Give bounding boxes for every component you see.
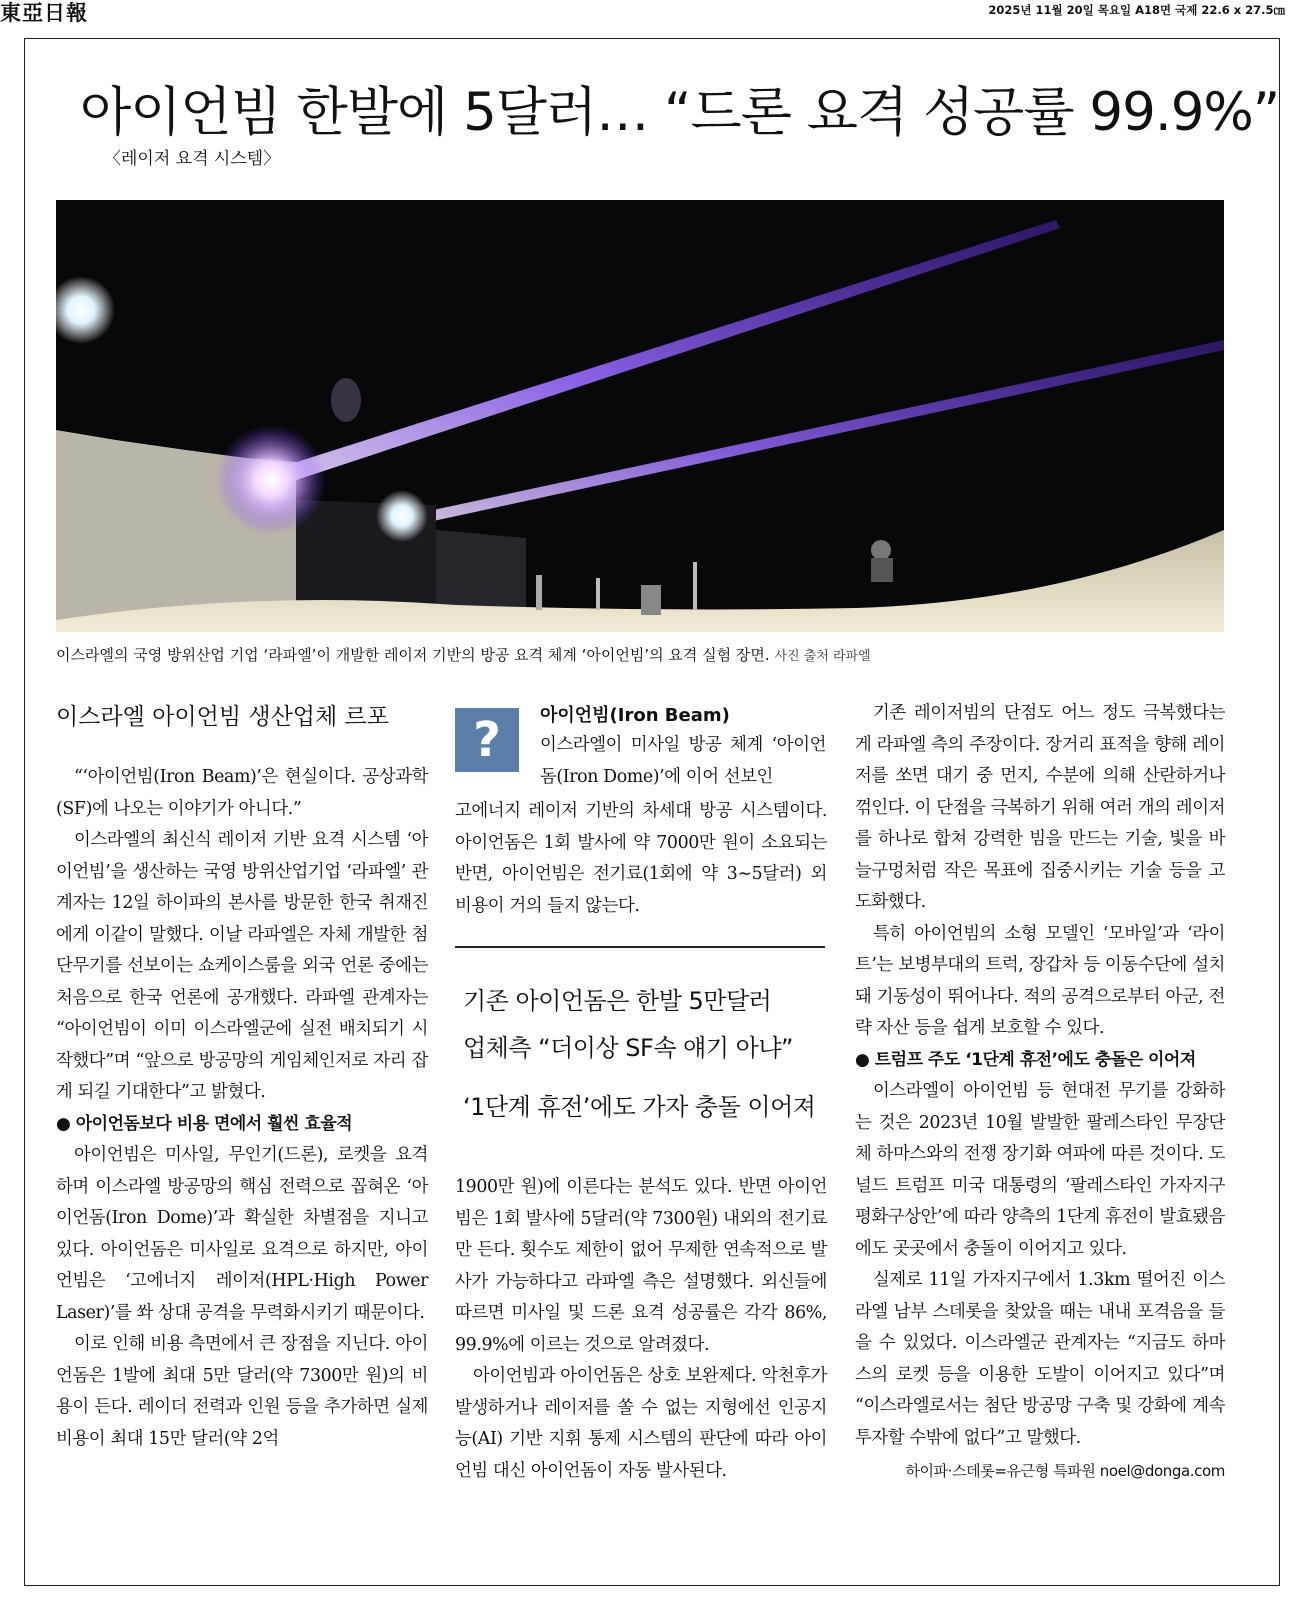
photo-credit: 사진 출처 라파엘 <box>774 649 871 664</box>
pull-quote-2: 업체측 “더이상 SF속 얘기 아냐” <box>463 1034 793 1062</box>
glossary-text <box>540 730 826 793</box>
glossary-title: 아이언빔(Iron Beam) <box>540 705 730 726</box>
question-mark-icon: ? <box>455 708 519 772</box>
paragraph: 실제로 11일 가자지구에서 1.3km 떨어진 이스라엘 남부 스데롯을 찾았을 때는 내내 포격음을 들을 수 있었다. 이스라엘군 관계자는 “지금도 하마스의 로켓 등을 이용한 도발이 이어지고 있다”며 “이스라엘로서는 첨단 방공망 구축 및 강화에 계속 투자할 수밖에 없다”고 말했다. <box>855 1270 1225 1448</box>
subheading: ● 아이언돔보다 비용 면에서 훨씬 효율적 <box>56 1113 353 1134</box>
article-photo <box>56 200 1224 632</box>
glossary-text-continued <box>455 796 827 922</box>
paragraph: 아이언빔은 미사일, 무인기(드론), 로켓을 요격하며 이스라엘 방공망의 핵심 전력으로 꼽혀온 ‘아이언돔(Iron Dome)’과 확실한 차별점을 지니고 있다. 아이언돔은 미사일로 요격으로 하지만, 아이언빔은 ‘고에너지 레이저(HPL·High Power Laser)’를 쏴 상대 공격을 무력화시키기 때문이다. <box>56 1145 428 1323</box>
page-info: 2025년 11월 20일 목요일 A18면 국제 22.6 x 27.5㎝ <box>988 3 1285 17</box>
paragraph: 1900만 원)에 이른다는 분석도 있다. 반면 아이언빔은 1회 발사에 5달러(약 7300원) 내외의 전기료만 든다. 횟수도 제한이 없어 무제한 연속적으로 발사가 가능하다고 라파엘 측은 설명했다. 외신들에 따르면 미사일 및 드론 요격 성공률은 각각 86%, 99.9%에 이르는 것으로 알려졌다. <box>455 1177 827 1355</box>
article-column-2 <box>455 1172 827 1487</box>
paragraph: 이스라엘이 아이언빔 등 현대전 무기를 강화하는 것은 2023년 10월 발발한 팔레스타인 무장단체 하마스와의 전쟁 장기화 여파에 따른 것이다. 도널드 트럼프 미국 대통령의 ‘팔레스타인 가자지구 평화구상안’에 따라 양측의 1단계 휴전이 발효됐음에도 곳곳에서 충돌이 이어지고 있다. <box>855 1081 1225 1259</box>
section-title: 이스라엘 아이언빔 생산업체 르포 <box>56 704 389 730</box>
pull-quote-1: 기존 아이언돔은 한발 5만달러 <box>463 987 772 1015</box>
subhead: 〈레이저 요격 시스템〉 <box>104 149 281 169</box>
pull-quote-3: ‘1단계 휴전’에도 가자 충돌 이어져 <box>463 1093 816 1121</box>
divider <box>455 946 825 948</box>
newspaper-masthead: 東亞日報 <box>0 0 88 25</box>
headline: 아이언빔 한발에 5달러… “드론 요격 성공률 99.9%” <box>80 82 1280 143</box>
glossary-text-start: 이스라엘이 미사일 방공 체계 ‘아이언돔(Iron Dome)’에 이어 선보인 <box>540 735 826 787</box>
paragraph: 아이언빔과 아이언돔은 상호 보완제다. 악천후가 발생하거나 레이저를 쏠 수 없는 지형에선 인공지능(AI) 기반 지휘 통제 시스템의 판단에 따라 아이언빔 대신 아이언돔이 자동 발사된다. <box>455 1366 827 1481</box>
subheading: ● 트럼프 주도 ‘1단계 휴전’에도 충돌은 이어져 <box>855 1049 1196 1070</box>
paragraph: 특히 아이언빔의 소형 모델인 ‘모바일’과 ‘라이트’는 보병부대의 트럭, 장갑차 등 이동수단에 설치돼 기동성이 뛰어나다. 적의 공격으로부터 아군, 전략 자산 등을 쉽게 보호할 수 있다. <box>855 923 1225 1038</box>
paragraph: 이로 인해 비용 측면에서 큰 장점을 지닌다. 아이언돔은 1발에 최대 5만 달러(약 7300만 원)의 비용이 든다. 레이더 전력과 인원 등을 추가하면 실제 비용이 최대 15만 달러(약 2억 <box>56 1334 428 1449</box>
article-column-1 <box>56 762 428 1455</box>
paragraph: 이스라엘의 최신식 레이저 기반 요격 시스템 ‘아이언빔’을 생산하는 국영 방위산업기업 ‘라파엘’ 관계자는 12일 하이파의 본사를 방문한 한국 취재진에게 이같이 말했다. 이날 라파엘은 자체 개발한 첨단무기를 선보이는 쇼케이스룸을 외국 언론 중에는 처음으로 한국 언론에 공개했다. 라파엘 관계자는 “아이언빔이 이미 이스라엘군에 실전 배치되기 시작했다”며 “앞으로 방공망의 게임체인저로 자리 잡게 되길 기대한다”고 밝혔다. <box>56 830 428 1102</box>
article-column-3 <box>855 698 1225 1488</box>
glossary-text-end: 고에너지 레이저 기반의 차세대 방공 시스템이다. 아이언돔은 1회 발사에 약 7000만 원이 소요되는 반면, 아이언빔은 전기료(1회에 약 3∼5달러) 외 비용이 거의 들지 않는다. <box>455 801 827 916</box>
paragraph: “‘아이언빔(Iron Beam)’은 현실이다. 공상과학(SF)에 나오는 이야기가 아니다.” <box>56 767 428 819</box>
caption-text: 이스라엘의 국영 방위산업 기업 ‘라파엘’이 개발한 레이저 기반의 방공 요격 체계 ‘아이언빔’의 요격 실험 장면. <box>56 646 770 664</box>
photo-caption <box>56 644 1226 668</box>
paragraph: 기존 레이저빔의 단점도 어느 정도 극복했다는 게 라파엘 측의 주장이다. 장거리 표적을 향해 레이저를 쏘면 대기 중 먼지, 수분에 의해 산란하거나 꺾인다. 이 단점을 극복하기 위해 여러 개의 레이저를 하나로 합쳐 강력한 빔을 만드는 기술, 빛을 바늘구멍처럼 작은 목표에 집중시키는 기술 등을 고도화했다. <box>855 703 1225 912</box>
laser-test-night-scene <box>56 200 1224 632</box>
byline: 하이파·스데롯=유근형 특파원 noel@donga.com <box>905 1462 1225 1480</box>
